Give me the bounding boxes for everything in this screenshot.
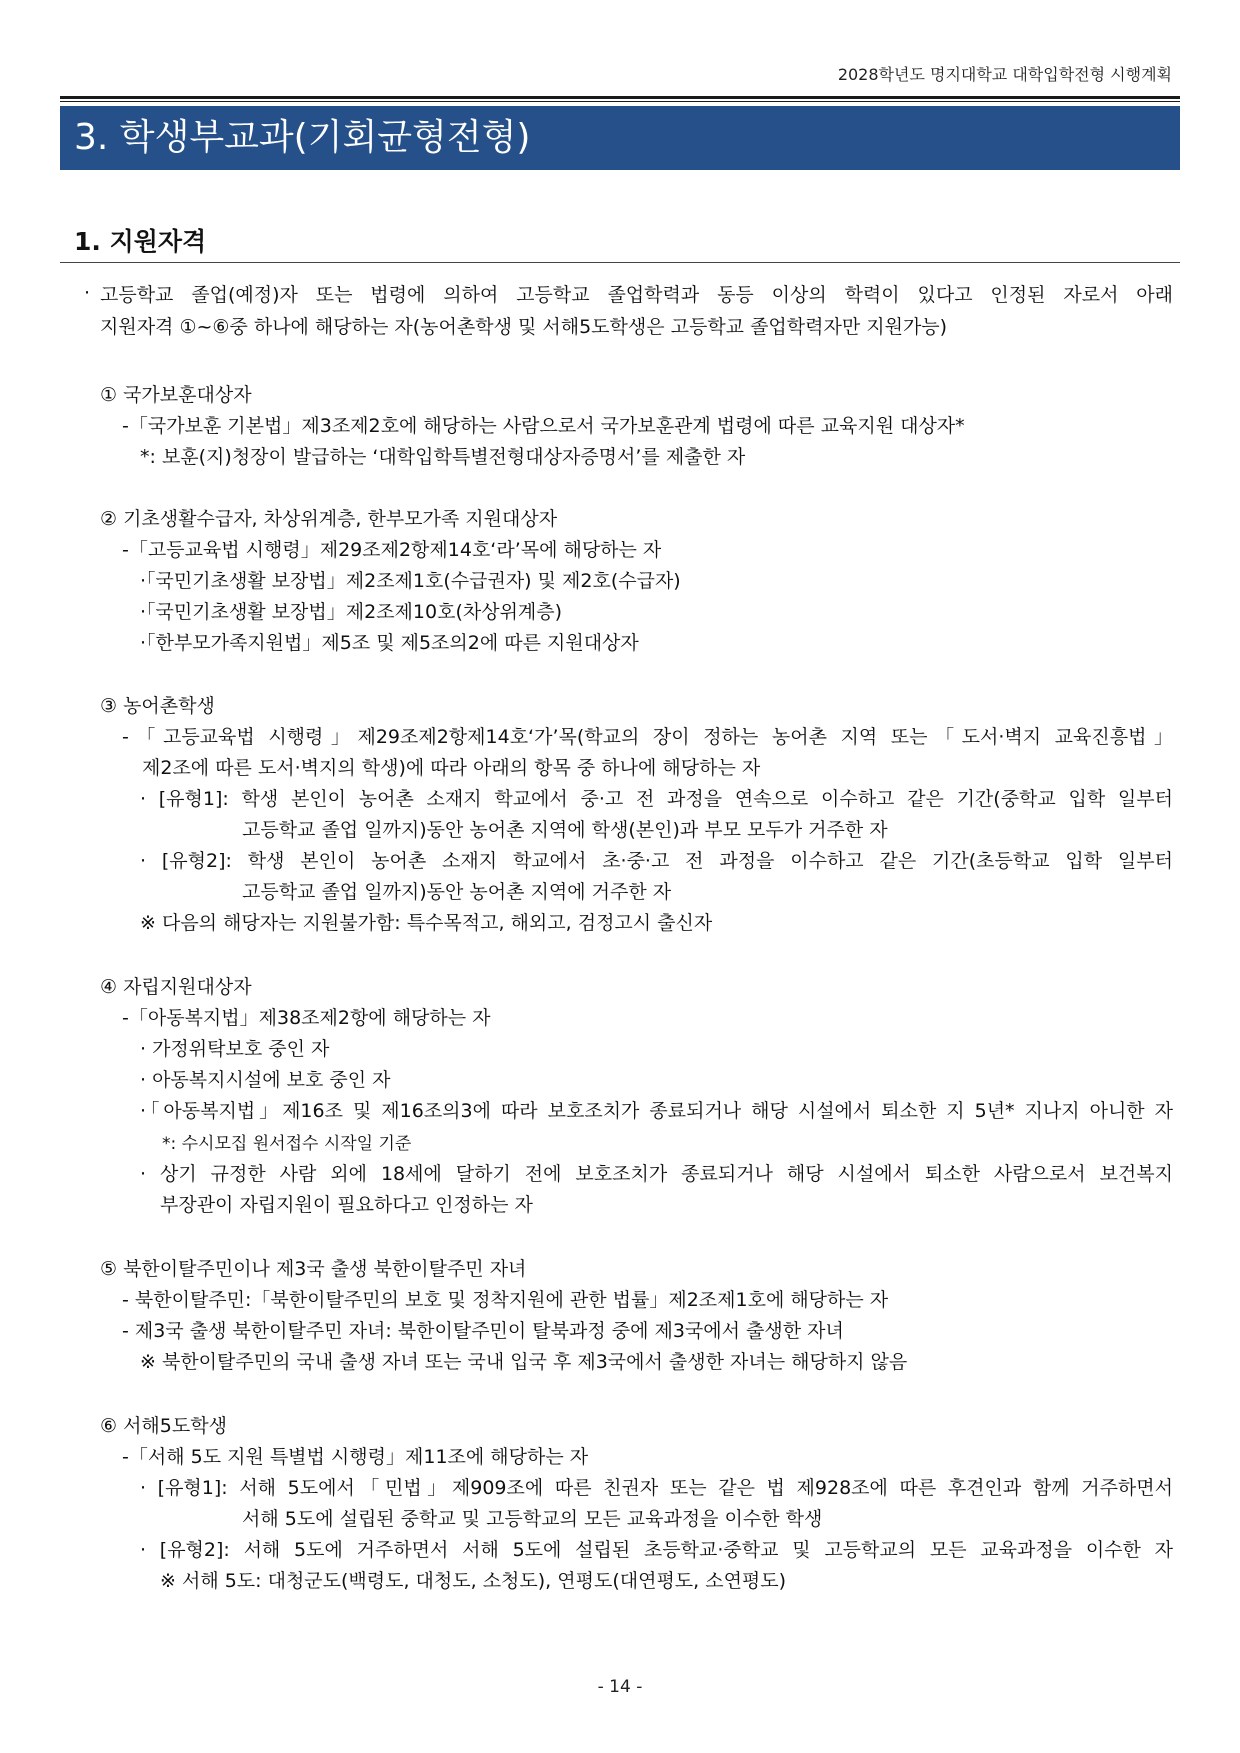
item-3-title: ③ 농어촌학생: [100, 695, 215, 717]
item-5-title: ⑤ 북한이탈주민이나 제3국 출생 북한이탈주민 자녀: [100, 1258, 527, 1280]
bullet-dot: ·: [84, 282, 91, 304]
item-4-line-5: · 상기 규정한 사람 외에 18세에 달하기 전에 보호조치가 종료되거나 해당 시설에서 퇴소한 사람으로서 보건복지: [140, 1163, 1173, 1185]
item-4-line-4: ·「아동복지법」제16조 및 제16조의3에 따라 보호조치가 종료되거나 해당 시설에서 퇴소한 지 5년* 지나지 아니한 자: [140, 1100, 1173, 1122]
item-6-type-2: · [유형2]: 서해 5도에 거주하면서 서해 5도에 설립된 초등학교·중학교 및 고등학교의 모든 교육과정을 이수한 자: [140, 1539, 1173, 1561]
chapter-title-banner: 3. 학생부교과(기회균형전형): [60, 106, 1180, 170]
item-3-type-2: · [유형2]: 학생 본인이 농어촌 소재지 학교에서 초·중·고 전 과정을 이수하고 같은 기간(초등학교 입학 일부터: [140, 850, 1173, 872]
item-4-note: *: 수시모집 원서접수 시작일 기준: [162, 1134, 412, 1154]
item-3-type-1: · [유형1]: 학생 본인이 농어촌 소재지 학교에서 중·고 전 과정을 연속으로 이수하고 같은 기간(중학교 입학 일부터: [140, 788, 1173, 810]
intro-line-1: 고등학교 졸업(예정)자 또는 법령에 의하여 고등학교 졸업학력과 동등 이상의 학력이 있다고 인정된 자로서 아래: [100, 284, 1173, 306]
header-rule: [60, 96, 1180, 99]
item-2-line-1: -「고등교육법 시행령」제29조제2항제14호‘라’목에 해당하는 자: [122, 539, 662, 561]
item-3-type-1-cont: 고등학교 졸업 일까지)동안 농어촌 지역에 학생(본인)과 부모 모두가 거주한 자: [242, 819, 888, 841]
item-5-line-1: - 북한이탈주민:「북한이탈주민의 보호 및 정착지원에 관한 법률」제2조제1호에 해당하는 자: [122, 1289, 889, 1311]
item-4-line-1: -「아동복지법」제38조제2항에 해당하는 자: [122, 1007, 491, 1029]
item-4-line-3: · 아동복지시설에 보호 중인 자: [140, 1069, 391, 1091]
item-5-note: ※ 북한이탈주민의 국내 출생 자녀 또는 국내 입국 후 제3국에서 출생한 자녀는 해당하지 않음: [140, 1351, 908, 1373]
item-3-type-2-cont: 고등학교 졸업 일까지)동안 농어촌 지역에 거주한 자: [242, 881, 672, 903]
item-3-line-1: -「고등교육법 시행령」제29조제2항제14호‘가’목(학교의 장이 정하는 농어촌 지역 또는「도서·벽지 교육진흥법」: [122, 726, 1173, 748]
item-5-line-2: - 제3국 출생 북한이탈주민 자녀: 북한이탈주민이 탈북과정 중에 제3국에서 출생한 자녀: [122, 1320, 844, 1342]
item-4-title: ④ 자립지원대상자: [100, 976, 252, 998]
item-4-line-2: · 가정위탁보호 중인 자: [140, 1038, 330, 1060]
item-1-title: ① 국가보훈대상자: [100, 384, 252, 406]
item-6-note: ※ 서해 5도: 대청군도(백령도, 대청도, 소청도), 연평도(대연평도, 소연평도): [160, 1570, 787, 1592]
page-number: - 14 -: [597, 1677, 643, 1697]
item-1-note: *: 보훈(지)청장이 발급하는 ‘대학입학특별전형대상자증명서’를 제출한 자: [140, 446, 746, 468]
item-6-type-1-cont: 서해 5도에 설립된 중학교 및 고등학교의 모든 교육과정을 이수한 학생: [242, 1508, 823, 1530]
item-1-line-1: -「국가보훈 기본법」제3조제2호에 해당하는 사람으로서 국가보훈관계 법령에 따른 교육지원 대상자*: [122, 415, 965, 437]
item-2-line-3: ·「국민기초생활 보장법」제2조제10호(차상위계층): [140, 601, 563, 623]
item-2-line-4: ·「한부모가족지원법」제5조 및 제5조의2에 따른 지원대상자: [140, 632, 639, 654]
item-3-line-2: 제2조에 따른 도서·벽지의 학생)에 따라 아래의 항목 중 하나에 해당하는 자: [142, 757, 761, 779]
intro-line-2: 지원자격 ①~⑥중 하나에 해당하는 자(농어촌학생 및 서해5도학생은 고등학교 졸업학력자만 지원가능): [100, 316, 948, 338]
item-6-line-1: -「서해 5도 지원 특별법 시행령」제11조에 해당하는 자: [122, 1446, 589, 1468]
item-2-title: ② 기초생활수급자, 차상위계층, 한부모가족 지원대상자: [100, 508, 558, 530]
section-rule: [60, 262, 1180, 263]
section-title: 1. 지원자격: [74, 227, 207, 256]
item-3-note: ※ 다음의 해당자는 지원불가함: 특수목적고, 해외고, 검정고시 출신자: [140, 912, 713, 934]
item-6-title: ⑥ 서해5도학생: [100, 1415, 227, 1437]
document-header-title: 2028학년도 명지대학교 대학입학전형 시행계획: [837, 65, 1172, 84]
item-6-type-1: · [유형1]: 서해 5도에서「민법」제909조에 따른 친권자 또는 같은 법 제928조에 따른 후견인과 함께 거주하면서: [140, 1477, 1173, 1499]
item-2-line-2: ·「국민기초생활 보장법」제2조제1호(수급권자) 및 제2호(수급자): [140, 570, 681, 592]
item-4-line-5-cont: 부장관이 자립지원이 필요하다고 인정하는 자: [160, 1194, 533, 1216]
header-rule-thin: [60, 101, 1180, 102]
